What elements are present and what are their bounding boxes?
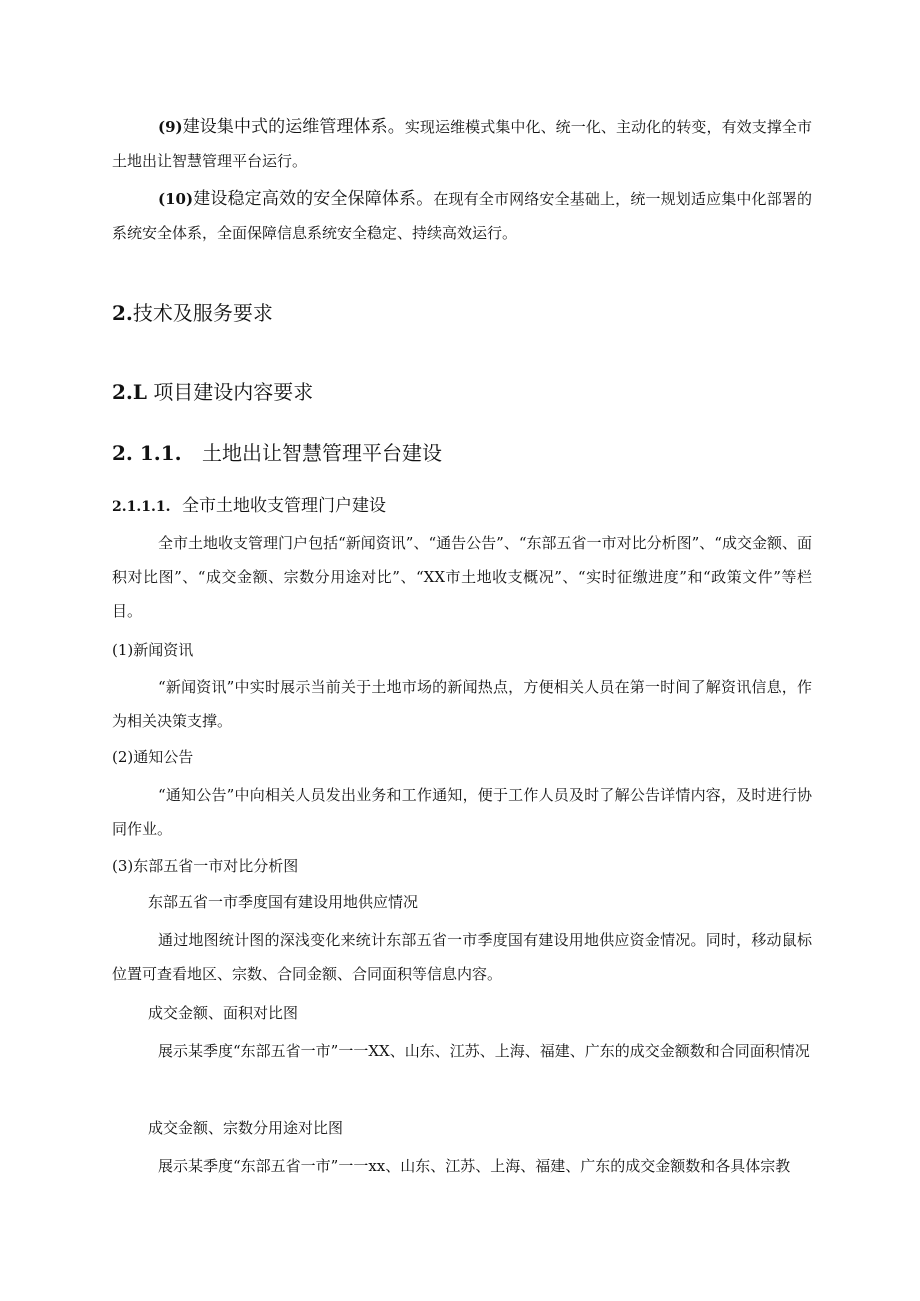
section-2-1-1-1-number: 2.1.1.1. xyxy=(112,499,171,515)
paragraph-9-heading: 建设集中式的运维管理体系。 xyxy=(182,117,405,137)
section-2-1-1-1-title: 全市土地收支管理门户建设 xyxy=(182,496,386,516)
section-2-number: 2. xyxy=(112,301,133,325)
section-2-1-1-number: 2. 1.1. xyxy=(112,441,182,465)
section-2-1-1-heading xyxy=(112,439,812,467)
item-3-sub3-text: 展示某季度“东部五省一市”一一xx、山东、江苏、上海、福建、广东的成交金额数和各具体宗教 xyxy=(158,1157,791,1175)
item-2-label: (2)通知公告 xyxy=(112,748,194,766)
section-2-1-number: 2.L xyxy=(112,380,147,404)
paragraph-10-heading: 建设稳定高效的安全保障体系。 xyxy=(193,189,434,209)
item-2-text: “通知公告”中向相关人员发出业务和工作通知，便于工作人员及时了解公告详情内容，及时进行协同作业。 xyxy=(112,786,812,838)
paragraph-9-number: (9) xyxy=(158,118,183,136)
paragraph-10 xyxy=(112,182,812,250)
section-2-1-1-title: 土地出让智慧管理平台建设 xyxy=(202,441,442,465)
portal-intro-paragraph: 全市土地收支管理门户包括“新闻资讯”、“通告公告”、“东部五省一市对比分析图”、“成交金额、面积对比图”、“成交金额、宗数分用途对比”、“XX市土地收支概况”、“实时征缴进度”和“政策文件”等栏目。 xyxy=(112,534,812,620)
section-2-title: 技术及服务要求 xyxy=(132,301,273,325)
item-1-label: (1)新闻资讯 xyxy=(112,641,194,659)
item-1-text: “新闻资讯”中实时展示当前关于土地市场的新闻热点，方便相关人员在第一时间了解资讯信息，作为相关决策支撑。 xyxy=(112,678,812,730)
item-3-sub3-title: 成交金额、宗数分用途对比图 xyxy=(148,1119,344,1137)
paragraph-10-text: 在现有全市网络安全基础上，统一规划适应集中化部署的系统安全体系，全面保障信息系统安全稳定、持续高效运行。 xyxy=(112,190,812,242)
section-2-1-title: 项目建设内容要求 xyxy=(153,380,314,404)
paragraph-9-text: 实现运维模式集中化、统一化、主动化的转变，有效支撑全市土地出让智慧管理平台运行。 xyxy=(112,118,812,170)
item-3-sub2-text: 展示某季度“东部五省一市”一一XX、山东、江苏、上海、福建、广东的成交金额数和合同面积情况 xyxy=(158,1042,810,1060)
section-2-heading xyxy=(112,299,812,327)
item-3-label: (3)东部五省一市对比分析图 xyxy=(112,857,299,875)
section-2-1-1-1-heading xyxy=(112,493,812,520)
item-3-sub1-title: 东部五省一市季度国有建设用地供应情况 xyxy=(148,893,419,911)
section-2-1-heading xyxy=(112,378,812,406)
item-3-sub2-title: 成交金额、面积对比图 xyxy=(148,1004,299,1022)
item-3-sub1-text: 通过地图统计图的深浅变化来统计东部五省一市季度国有建设用地供应资金情况。同时，移动鼠标位置可查看地区、宗数、合同金额、合同面积等信息内容。 xyxy=(112,931,812,983)
paragraph-9 xyxy=(112,110,812,178)
paragraph-10-number: (10) xyxy=(158,190,194,208)
